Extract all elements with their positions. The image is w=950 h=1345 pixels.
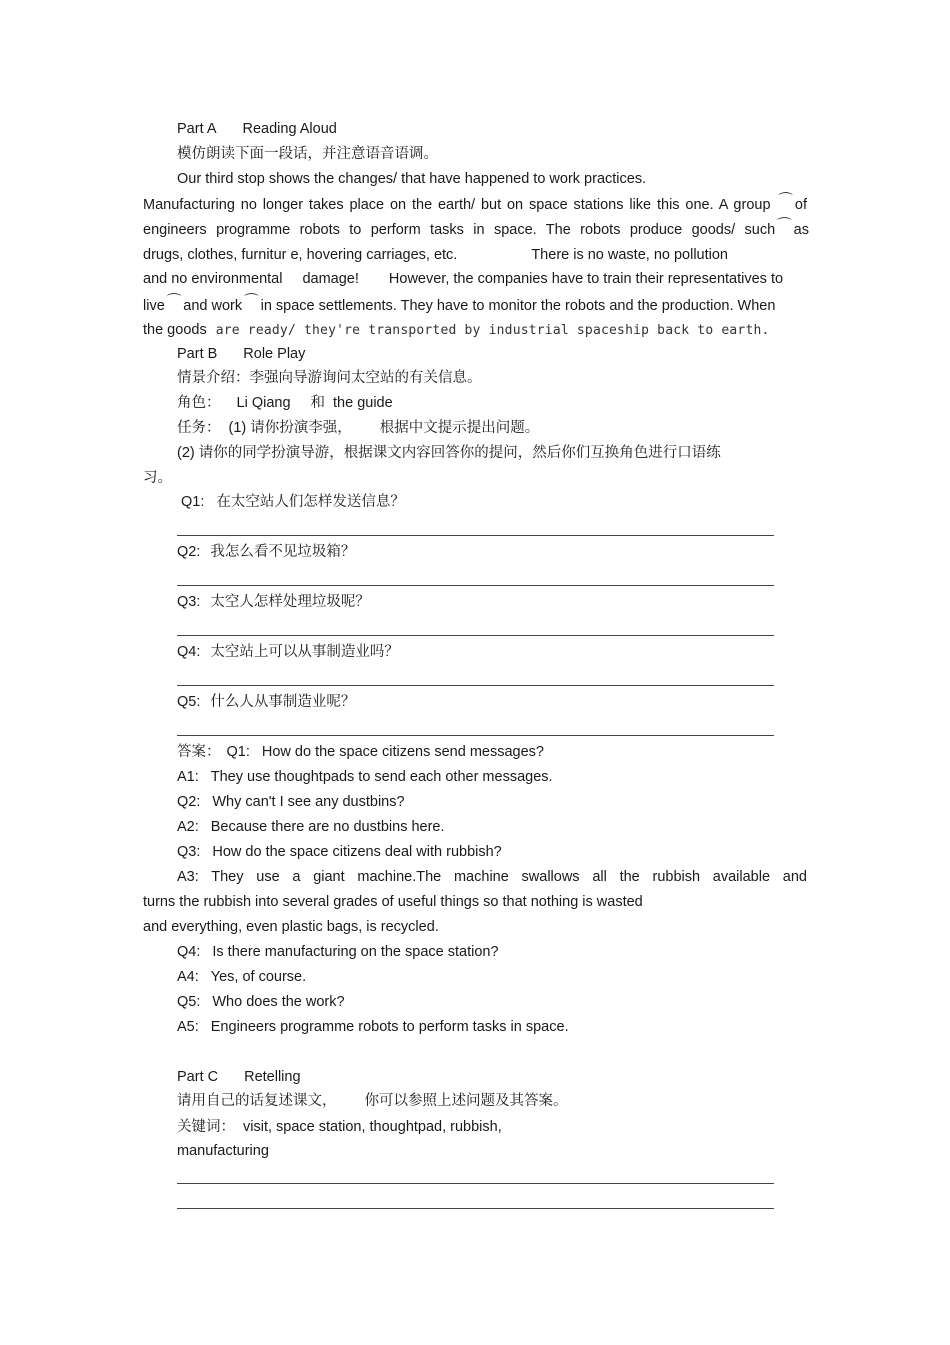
part-c-header bbox=[177, 1068, 301, 1086]
passage-line-5: and no environmental damage! However, the companies have to train their representatives to bbox=[143, 271, 784, 287]
part-c-title: Retelling bbox=[244, 1069, 301, 1085]
answer-line-5[interactable] bbox=[177, 735, 774, 736]
answer-a3-line-2: turns the rubbish into several grades of useful things so that nothing is wasted bbox=[143, 894, 643, 910]
keywords-line: 关键词： visit, space station, thoughtpad, rubbish, bbox=[177, 1119, 502, 1135]
answer-q5: Q5: Who does the work? bbox=[177, 994, 345, 1010]
answer-a4: A4: Yes, of course. bbox=[177, 969, 307, 985]
answer-a1: A1: They use thoughtpads to send each other messages. bbox=[177, 769, 553, 785]
liaison-mark: ⌒ bbox=[244, 294, 259, 310]
part-a-header bbox=[177, 120, 337, 138]
answer-line-4[interactable] bbox=[177, 685, 774, 686]
part-b-header bbox=[177, 345, 305, 363]
liaison-mark: ⌒ bbox=[778, 193, 793, 209]
answer-line-1[interactable] bbox=[177, 535, 774, 536]
liaison-mark: ⌒ bbox=[166, 294, 182, 310]
passage-line-7: the goods are ready/ they're transported by industrial spaceship back to earth. bbox=[143, 322, 770, 338]
answer-q4: Q4: Is there manufacturing on the space station? bbox=[177, 944, 499, 960]
passage-line-4: drugs, clothes, furnitur e, hovering carriages, etc. There is no waste, no pollution bbox=[143, 247, 728, 263]
roles-line: 角色： Li Qiang 和 the guide bbox=[177, 395, 393, 411]
passage-line-6: live ⌒ and work ⌒ in space settlements. They have to monitor the robots and the production. When bbox=[143, 294, 776, 314]
answer-line-3[interactable] bbox=[177, 635, 774, 636]
question-5: Q5: 什么人从事制造业呢？ bbox=[177, 694, 356, 710]
part-a-instruction: 模仿朗读下面一段话，并注意语音语调。 bbox=[177, 146, 438, 162]
passage-line-3: engineers programme robots to perform tasks in space. The robots produce goods/ such ⌒ as bbox=[143, 218, 809, 238]
answer-q1: 答案： Q1: How do the space citizens send messages? bbox=[177, 744, 544, 760]
answer-a2: A2: Because there are no dustbins here. bbox=[177, 819, 445, 835]
answer-line-2[interactable] bbox=[177, 585, 774, 586]
liaison-mark: ⌒ bbox=[777, 218, 792, 234]
question-3: Q3: 太空人怎样处理垃圾呢？ bbox=[177, 594, 370, 610]
question-2: Q2: 我怎么看不见垃圾箱？ bbox=[177, 544, 356, 560]
answer-q3: Q3: How do the space citizens deal with rubbish? bbox=[177, 844, 502, 860]
answer-a3-line-3: and everything, even plastic bags, is recycled. bbox=[143, 919, 439, 935]
passage-line-1: Our third stop shows the changes/ that have happened to work practices. bbox=[177, 171, 647, 187]
part-a-title: Reading Aloud bbox=[242, 121, 337, 137]
task-line-2-cont: 习。 bbox=[143, 470, 172, 486]
answer-a3-line-1: A3: They use a giant machine.The machine swallows all the rubbish available and bbox=[177, 869, 807, 885]
task-line-1: 任务： (1) 请你扮演李强， 根据中文提示提出问题。 bbox=[177, 420, 540, 436]
passage-line-2: Manufacturing no longer takes place on the earth/ but on space stations like this one. A group ⌒ of bbox=[143, 193, 807, 213]
answer-a5: A5: Engineers programme robots to perform tasks in space. bbox=[177, 1019, 569, 1035]
question-1: Q1: 在太空站人们怎样发送信息？ bbox=[181, 494, 405, 510]
part-b-title: Role Play bbox=[243, 346, 306, 362]
retell-line-1[interactable] bbox=[177, 1183, 774, 1184]
keywords-line-cont: manufacturing bbox=[177, 1143, 269, 1159]
question-4: Q4: 太空站上可以从事制造业吗？ bbox=[177, 644, 399, 660]
task-line-2: (2) 请你的同学扮演导游，根据课文内容回答你的提问，然后你们互换角色进行口语练 bbox=[177, 445, 721, 461]
part-c-instruction: 请用自己的话复述课文， 你可以参照上述问题及其答案。 bbox=[177, 1093, 568, 1109]
scene-intro: 情景介绍：李强向导游询问太空站的有关信息。 bbox=[177, 370, 482, 386]
part-a-heading: Part A bbox=[177, 121, 217, 137]
part-b-heading: Part B bbox=[177, 346, 218, 362]
part-c-heading: Part C bbox=[177, 1069, 219, 1085]
retell-line-2[interactable] bbox=[177, 1208, 774, 1209]
answer-q2: Q2: Why can't I see any dustbins? bbox=[177, 794, 405, 810]
